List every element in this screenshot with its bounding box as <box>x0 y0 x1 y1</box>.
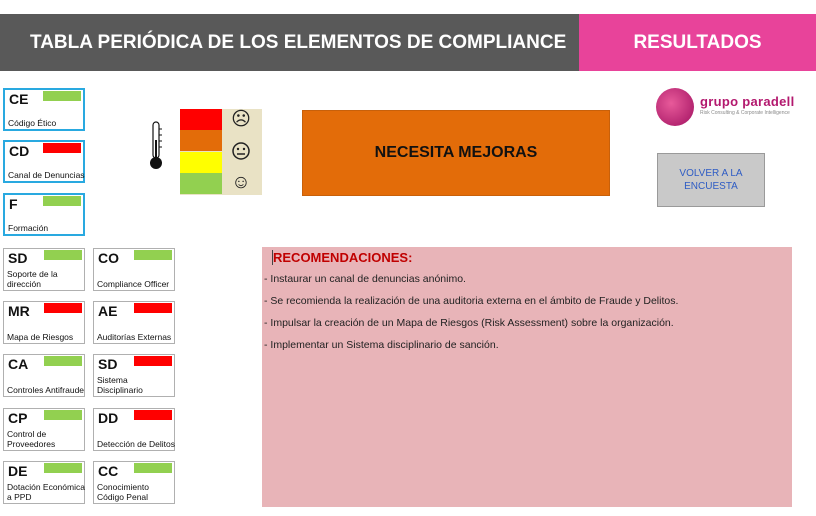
element-symbol: CO <box>98 250 119 266</box>
element-tile-cp[interactable] <box>3 408 85 451</box>
recommendations-panel <box>262 247 792 507</box>
status-bar <box>44 410 82 420</box>
element-name: Control de Proveedores <box>7 429 56 449</box>
element-name: Detección de Delitos <box>97 439 175 449</box>
recommendations-title: RECOMENDACIONES: <box>273 250 413 265</box>
rating-scale <box>180 109 262 195</box>
element-symbol: CP <box>8 410 28 426</box>
logo-brand: grupo paradell <box>700 94 795 109</box>
status-bar <box>134 303 172 313</box>
status-bar <box>44 250 82 260</box>
recommendation-item: - Impulsar la creación de un Mapa de Riesgos (Risk Assessment) sobre la organización. <box>264 317 674 329</box>
element-symbol: DE <box>8 463 28 479</box>
element-symbol: CA <box>8 356 29 372</box>
recommendation-item: - Instaurar un canal de denuncias anónimo. <box>264 273 466 285</box>
status-bar <box>134 463 172 473</box>
scale-orange <box>180 130 222 151</box>
logo-tagline: Risk Consulting & Corporate Intelligence <box>700 110 790 116</box>
status-bar <box>134 250 172 260</box>
recommendation-item: - Se recomienda la realización de una auditoria externa en el ámbito de Fraude y Delitos. <box>264 295 679 307</box>
element-tile-sd-soporte[interactable] <box>3 248 85 291</box>
element-tile-ca[interactable] <box>3 354 85 397</box>
element-tile-co[interactable] <box>93 248 175 291</box>
element-symbol: CD <box>9 143 30 159</box>
status-bar <box>44 463 82 473</box>
element-name: Controles Antifraude <box>7 385 85 395</box>
element-tile-mr[interactable] <box>3 301 85 344</box>
back-to-survey-button[interactable]: VOLVER A LA ENCUESTA <box>657 153 765 207</box>
element-name: Canal de Denuncias <box>8 170 85 180</box>
element-tile-dd[interactable] <box>93 408 175 451</box>
logo-mark-icon <box>656 88 694 126</box>
element-symbol: DD <box>98 410 119 426</box>
element-name: Compliance Officer <box>97 279 170 289</box>
element-name: Soporte de la dirección <box>7 269 58 289</box>
element-tile-ce[interactable] <box>3 88 85 131</box>
element-symbol: CC <box>98 463 119 479</box>
scale-red <box>180 109 222 130</box>
element-symbol: SD <box>98 356 118 372</box>
status-bar <box>134 410 172 420</box>
element-symbol: AE <box>98 303 118 319</box>
thermometer-icon <box>148 120 164 172</box>
status-bar <box>43 143 81 153</box>
element-symbol: CE <box>9 91 29 107</box>
status-bar <box>43 196 81 206</box>
page-title: TABLA PERIÓDICA DE LOS ELEMENTOS DE COMPLIANCE <box>0 14 579 71</box>
sad-face-icon: ☹ <box>231 109 251 130</box>
element-name: Auditorías Externas <box>97 332 172 342</box>
recommendation-item: - Implementar un Sistema disciplinario de sanción. <box>264 339 499 351</box>
element-tile-f[interactable] <box>3 193 85 236</box>
element-tile-de[interactable] <box>3 461 85 504</box>
element-name: Sistema Disciplinario <box>97 375 143 395</box>
result-label: NECESITA MEJORAS <box>302 110 610 196</box>
scale-green <box>180 173 222 194</box>
status-bar <box>134 356 172 366</box>
element-name: Formación <box>8 223 49 233</box>
status-bar <box>44 303 82 313</box>
element-tile-sd-sistema[interactable] <box>93 354 175 397</box>
element-symbol: SD <box>8 250 28 266</box>
status-bar <box>44 356 82 366</box>
element-symbol: MR <box>8 303 30 319</box>
element-name: Mapa de Riesgos <box>7 332 74 342</box>
element-tile-ae[interactable] <box>93 301 175 344</box>
element-tile-cd[interactable] <box>3 140 85 183</box>
element-name: Conocimiento Código Penal <box>97 482 149 502</box>
status-bar <box>43 91 81 101</box>
company-logo <box>656 88 806 128</box>
element-name: Código Ético <box>8 118 57 128</box>
element-tile-cc[interactable] <box>93 461 175 504</box>
element-name: Dotación Económica a PPD <box>7 482 85 502</box>
scale-yellow <box>180 152 222 173</box>
happy-face-icon: ☺ <box>231 172 251 193</box>
element-symbol: F <box>9 196 18 212</box>
results-header: RESULTADOS <box>579 14 816 71</box>
neutral-face-icon <box>230 141 252 161</box>
